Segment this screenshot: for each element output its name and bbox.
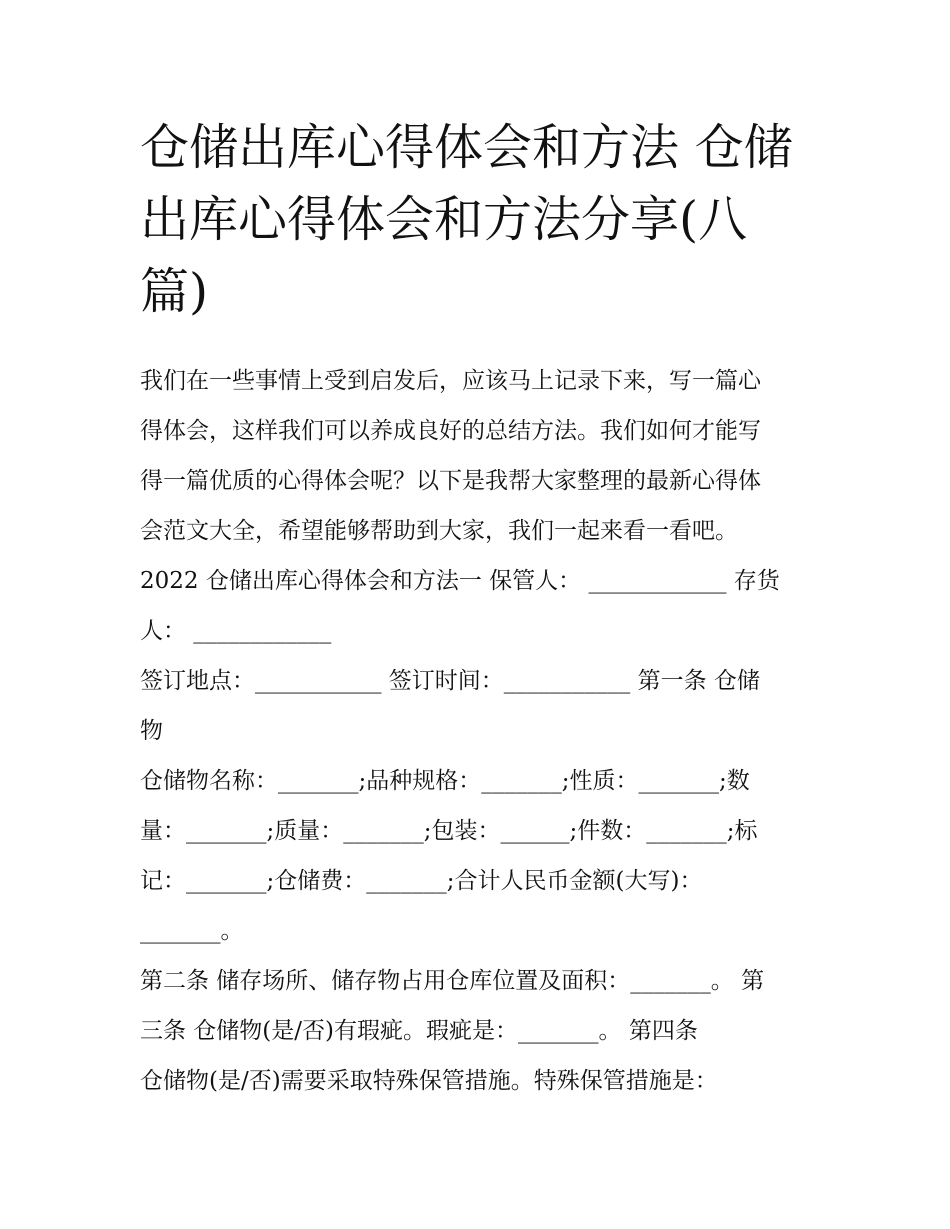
body-line: _______。 (140, 918, 244, 944)
document-title (140, 112, 820, 328)
body-line: 量：_______;质量：_______;包装：______;件数：_______;标 (140, 818, 758, 844)
body-line: 我们在一些事情上受到启发后，应该马上记录下来，写一篇心 (140, 368, 761, 394)
body-line: 人： ____________ (140, 618, 332, 644)
title-line: 篇) (140, 263, 209, 320)
title-line: 仓储出库心得体会和方法 仓储 (140, 119, 793, 176)
body-line: 签订地点：___________ 签订时间：___________ 第一条 仓储 (140, 668, 760, 694)
body-line: 物 (140, 718, 163, 744)
body-line: 得一篇优质的心得体会呢？以下是我帮大家整理的最新心得体 (140, 468, 761, 494)
body-line: 会范文大全，希望能够帮助到大家，我们一起来看一看吧。 (140, 518, 738, 544)
document-body (140, 356, 830, 1106)
title-line: 出库心得体会和方法分享(八 (140, 191, 748, 248)
body-line: 仓储物(是/否)需要采取特殊保管措施。特殊保管措施是： (140, 1068, 718, 1094)
body-line: 三条 仓储物(是/否)有瑕疵。瑕疵是：_______。 第四条 (140, 1018, 698, 1044)
body-line: 记：_______;仓储费：_______;合计人民币金额(大写)： (140, 868, 703, 894)
body-line: 第二条 储存场所、储存物占用仓库位置及面积：_______。 第 (140, 968, 765, 994)
body-line: 得体会，这样我们可以养成良好的总结方法。我们如何才能写 (140, 418, 761, 444)
body-line: 仓储物名称：_______;品种规格：_______;性质：_______;数 (140, 768, 750, 794)
body-line: 2022 仓储出库心得体会和方法一 保管人： ____________ 存货 (140, 568, 780, 594)
